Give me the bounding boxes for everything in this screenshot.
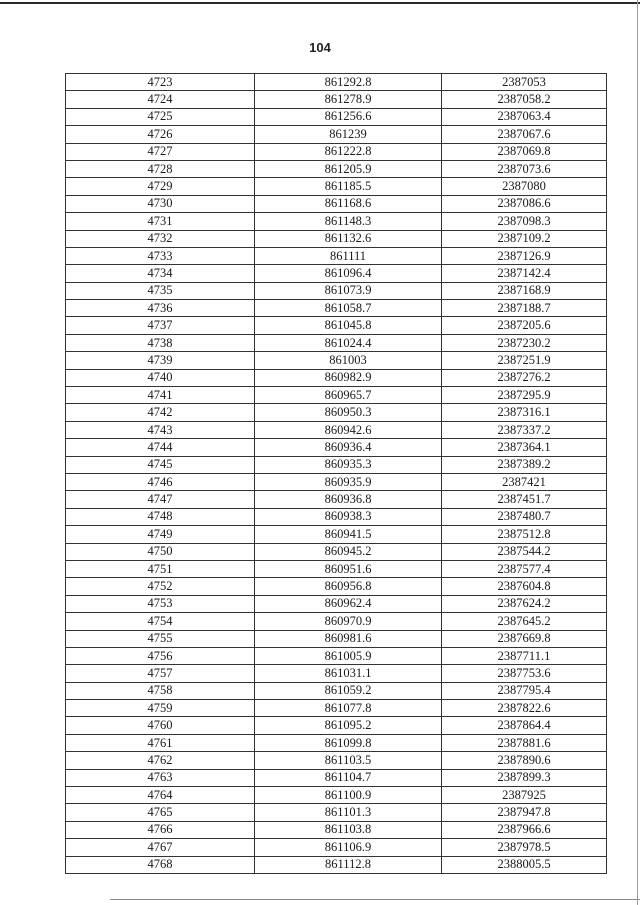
- y-coordinate-cell: 2387188.7: [442, 300, 607, 317]
- table-row: [66, 717, 607, 734]
- table-row: [66, 247, 607, 264]
- x-coordinate-cell: 861005.9: [255, 647, 442, 664]
- y-coordinate-cell: 2387364.1: [442, 439, 607, 456]
- y-coordinate-cell: 2387512.8: [442, 526, 607, 543]
- x-coordinate-cell: 860962.4: [255, 595, 442, 612]
- x-coordinate-cell: 860965.7: [255, 387, 442, 404]
- y-coordinate-cell: 2387753.6: [442, 665, 607, 682]
- y-coordinate-cell: 2387421: [442, 473, 607, 490]
- table-row: [66, 91, 607, 108]
- x-coordinate-cell: 861103.8: [255, 821, 442, 838]
- point-number-cell: 4746: [66, 473, 255, 490]
- y-coordinate-cell: 2387899.3: [442, 769, 607, 786]
- point-number-cell: 4767: [66, 839, 255, 856]
- point-number-cell: 4765: [66, 804, 255, 821]
- point-number-cell: 4742: [66, 404, 255, 421]
- point-number-cell: 4740: [66, 369, 255, 386]
- x-coordinate-cell: 861205.9: [255, 160, 442, 177]
- x-coordinate-cell: 860935.3: [255, 456, 442, 473]
- point-number-cell: 4754: [66, 613, 255, 630]
- point-number-cell: 4726: [66, 126, 255, 143]
- y-coordinate-cell: 2387230.2: [442, 334, 607, 351]
- y-coordinate-cell: 2387337.2: [442, 421, 607, 438]
- point-number-cell: 4745: [66, 456, 255, 473]
- y-coordinate-cell: 2387086.6: [442, 195, 607, 212]
- point-number-cell: 4760: [66, 717, 255, 734]
- y-coordinate-cell: 2387053: [442, 74, 607, 91]
- table-row: [66, 560, 607, 577]
- y-coordinate-cell: 2387822.6: [442, 700, 607, 717]
- scan-border-bottom: [110, 899, 640, 900]
- point-number-cell: 4753: [66, 595, 255, 612]
- x-coordinate-cell: 861073.9: [255, 282, 442, 299]
- x-coordinate-cell: 861111: [255, 247, 442, 264]
- x-coordinate-cell: 861185.5: [255, 178, 442, 195]
- table-row: [66, 613, 607, 630]
- table-row: [66, 143, 607, 160]
- table-row: [66, 352, 607, 369]
- table-row: [66, 317, 607, 334]
- table-row: [66, 595, 607, 612]
- x-coordinate-cell: 861058.7: [255, 300, 442, 317]
- table-row: [66, 369, 607, 386]
- y-coordinate-cell: 2387080: [442, 178, 607, 195]
- table-row: [66, 787, 607, 804]
- point-number-cell: 4723: [66, 74, 255, 91]
- x-coordinate-cell: 860936.8: [255, 491, 442, 508]
- y-coordinate-cell: 2387058.2: [442, 91, 607, 108]
- x-coordinate-cell: 861003: [255, 352, 442, 369]
- table-row: [66, 282, 607, 299]
- point-number-cell: 4732: [66, 230, 255, 247]
- y-coordinate-cell: 2387251.9: [442, 352, 607, 369]
- table-row: [66, 578, 607, 595]
- table-row: [66, 74, 607, 91]
- table-row: [66, 334, 607, 351]
- point-number-cell: 4741: [66, 387, 255, 404]
- x-coordinate-cell: 861031.1: [255, 665, 442, 682]
- table-row: [66, 473, 607, 490]
- y-coordinate-cell: 2387069.8: [442, 143, 607, 160]
- table-row: [66, 543, 607, 560]
- table-row: [66, 421, 607, 438]
- y-coordinate-cell: 2387168.9: [442, 282, 607, 299]
- point-number-cell: 4739: [66, 352, 255, 369]
- table-row: [66, 439, 607, 456]
- x-coordinate-cell: 861099.8: [255, 734, 442, 751]
- y-coordinate-cell: 2387978.5: [442, 839, 607, 856]
- point-number-cell: 4764: [66, 787, 255, 804]
- table-row: [66, 682, 607, 699]
- x-coordinate-cell: 860935.9: [255, 473, 442, 490]
- page-number: 104: [309, 40, 331, 55]
- point-number-cell: 4756: [66, 647, 255, 664]
- y-coordinate-cell: 2387864.4: [442, 717, 607, 734]
- x-coordinate-cell: 861112.8: [255, 856, 442, 873]
- scan-border-top: [0, 2, 640, 4]
- y-coordinate-cell: 2387890.6: [442, 752, 607, 769]
- point-number-cell: 4725: [66, 108, 255, 125]
- y-coordinate-cell: 2387451.7: [442, 491, 607, 508]
- x-coordinate-cell: 861106.9: [255, 839, 442, 856]
- point-number-cell: 4758: [66, 682, 255, 699]
- y-coordinate-cell: 2387295.9: [442, 387, 607, 404]
- y-coordinate-cell: 2387098.3: [442, 213, 607, 230]
- x-coordinate-cell: 861278.9: [255, 91, 442, 108]
- point-number-cell: 4731: [66, 213, 255, 230]
- table-row: [66, 804, 607, 821]
- point-number-cell: 4744: [66, 439, 255, 456]
- x-coordinate-cell: 861222.8: [255, 143, 442, 160]
- point-number-cell: 4724: [66, 91, 255, 108]
- table-row: [66, 526, 607, 543]
- x-coordinate-cell: 860945.2: [255, 543, 442, 560]
- point-number-cell: 4734: [66, 265, 255, 282]
- y-coordinate-cell: 2387276.2: [442, 369, 607, 386]
- point-number-cell: 4763: [66, 769, 255, 786]
- y-coordinate-cell: 2387142.4: [442, 265, 607, 282]
- point-number-cell: 4755: [66, 630, 255, 647]
- point-number-cell: 4738: [66, 334, 255, 351]
- table-row: [66, 839, 607, 856]
- point-number-cell: 4729: [66, 178, 255, 195]
- table-row: [66, 213, 607, 230]
- point-number-cell: 4757: [66, 665, 255, 682]
- x-coordinate-cell: 860951.6: [255, 560, 442, 577]
- x-coordinate-cell: 860956.8: [255, 578, 442, 595]
- table-row: [66, 752, 607, 769]
- point-number-cell: 4751: [66, 560, 255, 577]
- y-coordinate-cell: 2387544.2: [442, 543, 607, 560]
- table-row: [66, 404, 607, 421]
- point-number-cell: 4762: [66, 752, 255, 769]
- table-row: [66, 821, 607, 838]
- coordinates-table-body: [66, 74, 607, 874]
- table-row: [66, 300, 607, 317]
- table-row: [66, 700, 607, 717]
- x-coordinate-cell: 860970.9: [255, 613, 442, 630]
- x-coordinate-cell: 860942.6: [255, 421, 442, 438]
- y-coordinate-cell: 2387645.2: [442, 613, 607, 630]
- x-coordinate-cell: 861103.5: [255, 752, 442, 769]
- y-coordinate-cell: 2387669.8: [442, 630, 607, 647]
- point-number-cell: 4730: [66, 195, 255, 212]
- y-coordinate-cell: 2388005.5: [442, 856, 607, 873]
- y-coordinate-cell: 2387881.6: [442, 734, 607, 751]
- table-row: [66, 734, 607, 751]
- table-row: [66, 160, 607, 177]
- x-coordinate-cell: 861168.6: [255, 195, 442, 212]
- y-coordinate-cell: 2387925: [442, 787, 607, 804]
- y-coordinate-cell: 2387966.6: [442, 821, 607, 838]
- x-coordinate-cell: 861132.6: [255, 230, 442, 247]
- y-coordinate-cell: 2387316.1: [442, 404, 607, 421]
- x-coordinate-cell: 861239: [255, 126, 442, 143]
- x-coordinate-cell: 861292.8: [255, 74, 442, 91]
- table-row: [66, 630, 607, 647]
- y-coordinate-cell: 2387480.7: [442, 508, 607, 525]
- y-coordinate-cell: 2387947.8: [442, 804, 607, 821]
- y-coordinate-cell: 2387126.9: [442, 247, 607, 264]
- y-coordinate-cell: 2387067.6: [442, 126, 607, 143]
- point-number-cell: 4735: [66, 282, 255, 299]
- y-coordinate-cell: 2387624.2: [442, 595, 607, 612]
- x-coordinate-cell: 861104.7: [255, 769, 442, 786]
- point-number-cell: 4736: [66, 300, 255, 317]
- x-coordinate-cell: 861148.3: [255, 213, 442, 230]
- table-row: [66, 126, 607, 143]
- x-coordinate-cell: 861256.6: [255, 108, 442, 125]
- y-coordinate-cell: 2387109.2: [442, 230, 607, 247]
- point-number-cell: 4733: [66, 247, 255, 264]
- coordinates-table: [65, 73, 607, 874]
- x-coordinate-cell: 860938.3: [255, 508, 442, 525]
- table-row: [66, 108, 607, 125]
- table-row: [66, 769, 607, 786]
- y-coordinate-cell: 2387604.8: [442, 578, 607, 595]
- point-number-cell: 4752: [66, 578, 255, 595]
- point-number-cell: 4759: [66, 700, 255, 717]
- point-number-cell: 4743: [66, 421, 255, 438]
- table-row: [66, 456, 607, 473]
- x-coordinate-cell: 861100.9: [255, 787, 442, 804]
- x-coordinate-cell: 861059.2: [255, 682, 442, 699]
- point-number-cell: 4766: [66, 821, 255, 838]
- table-row: [66, 387, 607, 404]
- table-row: [66, 491, 607, 508]
- y-coordinate-cell: 2387795.4: [442, 682, 607, 699]
- x-coordinate-cell: 861024.4: [255, 334, 442, 351]
- x-coordinate-cell: 860936.4: [255, 439, 442, 456]
- table-row: [66, 665, 607, 682]
- table-row: [66, 195, 607, 212]
- x-coordinate-cell: 861096.4: [255, 265, 442, 282]
- table-row: [66, 508, 607, 525]
- y-coordinate-cell: 2387577.4: [442, 560, 607, 577]
- x-coordinate-cell: 860982.9: [255, 369, 442, 386]
- x-coordinate-cell: 860950.3: [255, 404, 442, 421]
- x-coordinate-cell: 861101.3: [255, 804, 442, 821]
- table-row: [66, 856, 607, 873]
- point-number-cell: 4748: [66, 508, 255, 525]
- x-coordinate-cell: 861077.8: [255, 700, 442, 717]
- scan-border-right: [637, 0, 638, 905]
- point-number-cell: 4737: [66, 317, 255, 334]
- x-coordinate-cell: 860981.6: [255, 630, 442, 647]
- table-row: [66, 178, 607, 195]
- table-row: [66, 265, 607, 282]
- x-coordinate-cell: 860941.5: [255, 526, 442, 543]
- point-number-cell: 4727: [66, 143, 255, 160]
- point-number-cell: 4768: [66, 856, 255, 873]
- table-row: [66, 230, 607, 247]
- y-coordinate-cell: 2387063.4: [442, 108, 607, 125]
- point-number-cell: 4749: [66, 526, 255, 543]
- y-coordinate-cell: 2387389.2: [442, 456, 607, 473]
- y-coordinate-cell: 2387073.6: [442, 160, 607, 177]
- point-number-cell: 4728: [66, 160, 255, 177]
- point-number-cell: 4747: [66, 491, 255, 508]
- x-coordinate-cell: 861045.8: [255, 317, 442, 334]
- point-number-cell: 4750: [66, 543, 255, 560]
- y-coordinate-cell: 2387205.6: [442, 317, 607, 334]
- table-row: [66, 647, 607, 664]
- point-number-cell: 4761: [66, 734, 255, 751]
- y-coordinate-cell: 2387711.1: [442, 647, 607, 664]
- x-coordinate-cell: 861095.2: [255, 717, 442, 734]
